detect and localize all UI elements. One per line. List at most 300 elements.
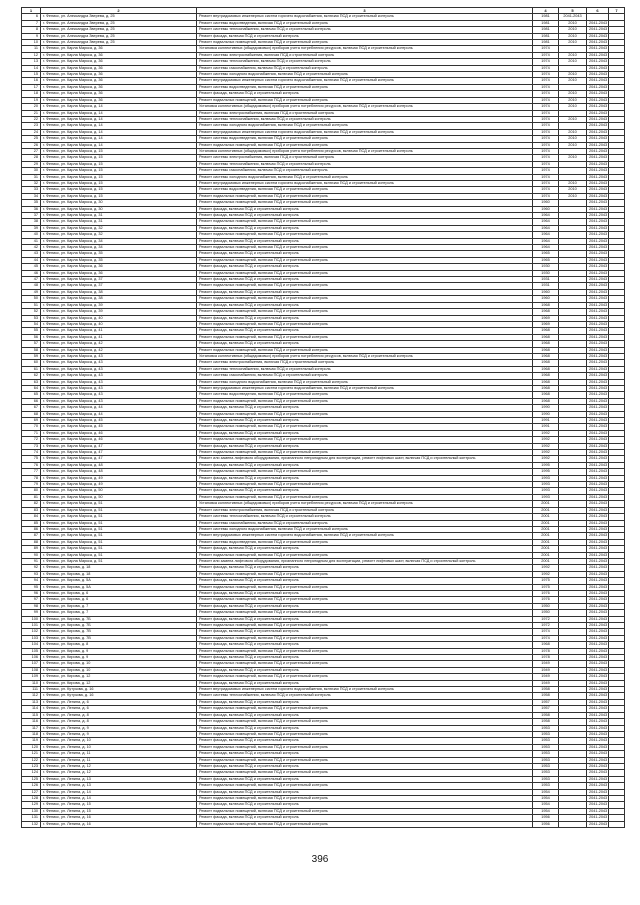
year-built-cell: 1968 bbox=[533, 302, 559, 308]
address-cell: г. Феникс, ул. Карла Маркса, д. 36 bbox=[41, 72, 197, 78]
address-cell: г. Феникс, ул. Карла Маркса, д. 15 bbox=[41, 168, 197, 174]
work-type-cell: Ремонт фасада, включая ПСД и строительный контроль bbox=[197, 225, 533, 231]
row-number-cell: 31 bbox=[22, 174, 41, 180]
year-built-cell: 1956 bbox=[533, 815, 559, 821]
period-cell: 2041-2043 bbox=[587, 65, 609, 71]
year-cell: 2010 bbox=[559, 180, 587, 186]
work-type-cell: Ремонт подвальных помещений, включая ПСД и строительный контроль bbox=[197, 597, 533, 603]
work-type-cell: Ремонт внутридомовых инженерных систем горячего водоснабжения, включая ПСД и строительный контроль bbox=[197, 78, 533, 84]
work-type-cell: Ремонт фасада, включая ПСД и строительный контроль bbox=[197, 302, 533, 308]
year-cell: 2010 bbox=[559, 33, 587, 39]
work-type-cell: Ремонт системы водоотведения, включая ПСД и строительный контроль bbox=[197, 187, 533, 193]
row-number-cell: 105 bbox=[22, 648, 41, 654]
row-number-cell: 12 bbox=[22, 52, 41, 58]
work-type-cell: Ремонт подвальных помещений, включая ПСД и строительный контроль bbox=[197, 321, 533, 327]
row-number-cell: 14 bbox=[22, 65, 41, 71]
work-type-cell: Ремонт фасада, включая ПСД и строительный контроль bbox=[197, 546, 533, 552]
work-type-cell: Ремонт подвальных помещений, включая ПСД и строительный контроль bbox=[197, 245, 533, 251]
address-cell: г. Феникс, ул. Ленина, д. 9 bbox=[41, 725, 197, 731]
table-body bbox=[22, 14, 625, 828]
work-type-cell: Ремонт подвальных помещений, включая ПСД и строительный контроль bbox=[197, 648, 533, 654]
row-number-cell: 100 bbox=[22, 616, 41, 622]
period-cell: 2041-2043 bbox=[587, 398, 609, 404]
year-built-cell: 1968 bbox=[533, 398, 559, 404]
year-built-cell: 1974 bbox=[533, 129, 559, 135]
row-number-cell: 51 bbox=[22, 302, 41, 308]
work-type-cell: Ремонт внутридомовых инженерных систем горячего водоснабжения, включая ПСД и строительный контроль bbox=[197, 385, 533, 391]
year-cell: 2010 bbox=[559, 136, 587, 142]
row-number-cell: 124 bbox=[22, 770, 41, 776]
work-type-cell: Установка коллективных (общедомовых) приборов учета потребления ресурсов, включая ПСД и строительный контроль bbox=[197, 46, 533, 52]
work-type-cell: Ремонт системы водоотведения, включая ПСД и строительный контроль bbox=[197, 539, 533, 545]
work-type-cell: Ремонт подвальных помещений, включая ПСД и строительный контроль bbox=[197, 219, 533, 225]
period-cell: 2041-2043 bbox=[587, 494, 609, 500]
work-type-cell: Ремонт фасада, включая ПСД и строительный контроль bbox=[197, 277, 533, 283]
period-cell: 2041-2043 bbox=[587, 603, 609, 609]
row-number-cell: 107 bbox=[22, 661, 41, 667]
year-built-cell: 1954 bbox=[533, 808, 559, 814]
work-type-cell: Ремонт подвальных помещений, включая ПСД и строительный контроль bbox=[197, 731, 533, 737]
work-type-cell: Ремонт системы теплоснабжения, включая ПСД и строительный контроль bbox=[197, 116, 533, 122]
address-cell: г. Феникс, ул. Карла Маркса, д. 46 bbox=[41, 430, 197, 436]
period-cell: 2041-2043 bbox=[587, 437, 609, 443]
year-cell: 2010 bbox=[559, 104, 587, 110]
row-number-cell: 11 bbox=[22, 46, 41, 52]
row-number-cell: 86 bbox=[22, 526, 41, 532]
year-built-cell: 1960 bbox=[533, 206, 559, 212]
work-type-cell: Ремонт фасада, включая ПСД и строительный контроль bbox=[197, 328, 533, 334]
work-type-cell: Ремонт фасада, включая ПСД и строительный контроль bbox=[197, 776, 533, 782]
row-number-cell: 103 bbox=[22, 635, 41, 641]
period-cell: 2041-2043 bbox=[587, 155, 609, 161]
address-cell: г. Феникс, ул. Карла Маркса, д. 50 bbox=[41, 494, 197, 500]
period-cell: 2041-2043 bbox=[587, 373, 609, 379]
row-number-cell: 87 bbox=[22, 533, 41, 539]
work-type-cell: Ремонт внутридомовых инженерных систем горячего водоснабжения, включая ПСД и строительный контроль bbox=[197, 129, 533, 135]
period-cell: 2041-2043 bbox=[587, 168, 609, 174]
row-number-cell: 79 bbox=[22, 482, 41, 488]
row-number-cell: 82 bbox=[22, 501, 41, 507]
period-cell: 2041-2043 bbox=[587, 33, 609, 39]
address-cell: г. Феникс, ул. Карла Маркса, д. 47 bbox=[41, 456, 197, 462]
year-built-cell: 1974 bbox=[533, 174, 559, 180]
year-cell: 2010 bbox=[559, 91, 587, 97]
year-built-cell: 1978 bbox=[533, 648, 559, 654]
year-built-cell: 1968 bbox=[533, 392, 559, 398]
address-cell: г. Феникс, ул. Кирова, д. 7В bbox=[41, 635, 197, 641]
address-cell: г. Феникс, ул. Карла Маркса, д. 40 bbox=[41, 315, 197, 321]
work-type-cell: Ремонт подвальных помещений, включая ПСД и строительный контроль bbox=[197, 347, 533, 353]
row-number-cell: 54 bbox=[22, 321, 41, 327]
address-cell: г. Феникс, ул. Ленина, д. 10 bbox=[41, 738, 197, 744]
work-type-cell: Ремонт подвальных помещений, включая ПСД и строительный контроль bbox=[197, 257, 533, 263]
year-built-cell: 1968 bbox=[533, 642, 559, 648]
work-type-cell: Ремонт системы теплоснабжения, включая ПСД и строительный контроль bbox=[197, 27, 533, 33]
row-number-cell: 72 bbox=[22, 437, 41, 443]
work-type-cell: Ремонт подвальных помещений, включая ПСД и строительный контроль bbox=[197, 552, 533, 558]
period-cell: 2041-2043 bbox=[587, 289, 609, 295]
year-built-cell: 1931 bbox=[533, 283, 559, 289]
year-built-cell: 1931 bbox=[533, 277, 559, 283]
row-number-cell: 38 bbox=[22, 219, 41, 225]
address-cell: г. Феникс, ул. Карла Маркса, д. 30 bbox=[41, 206, 197, 212]
year-built-cell: 1991 bbox=[533, 424, 559, 430]
address-cell: г. Феникс, ул. Карла Маркса, д. 15 bbox=[41, 187, 197, 193]
period-cell: 2041-2043 bbox=[587, 72, 609, 78]
year-built-cell: 2001 bbox=[533, 520, 559, 526]
work-type-cell: Установка коллективных (общедомовых) приборов учета потребления ресурсов, включая ПСД и строительный контроль bbox=[197, 104, 533, 110]
work-type-cell: Ремонт фасада, включая ПСД и строительный контроль bbox=[197, 629, 533, 635]
period-cell: 2041-2043 bbox=[587, 129, 609, 135]
work-type-cell: Ремонт фасада, включая ПСД и строительный контроль bbox=[197, 789, 533, 795]
row-number-cell: 65 bbox=[22, 392, 41, 398]
period-cell: 2041-2043 bbox=[587, 789, 609, 795]
address-cell: г. Феникс, ул. Ленина, д. 11 bbox=[41, 757, 197, 763]
row-number-cell: 73 bbox=[22, 443, 41, 449]
period-cell: 2041-2043 bbox=[587, 142, 609, 148]
row-number-cell: 71 bbox=[22, 430, 41, 436]
address-cell: г. Феникс, ул. Кирова, д. 6 bbox=[41, 597, 197, 603]
period-cell: 2041-2043 bbox=[587, 341, 609, 347]
year-built-cell: 1976 bbox=[533, 597, 559, 603]
address-cell: г. Феникс, ул. Карла Маркса, д. 47 bbox=[41, 443, 197, 449]
address-cell: г. Феникс, ул. Карла Маркса, д. 40 bbox=[41, 321, 197, 327]
period-cell: 2041-2043 bbox=[587, 623, 609, 629]
work-type-cell: Ремонт подвальных помещений, включая ПСД и строительный контроль bbox=[197, 757, 533, 763]
period-cell: 2041-2043 bbox=[587, 802, 609, 808]
period-cell: 2041-2043 bbox=[587, 219, 609, 225]
address-cell: г. Феникс, ул. Карла Маркса, д. 36 bbox=[41, 52, 197, 58]
year-built-cell: 1930 bbox=[533, 270, 559, 276]
address-cell: г. Феникс, ул. Карла Маркса, д. 41 bbox=[41, 334, 197, 340]
period-cell: 2041-2043 bbox=[587, 200, 609, 206]
address-cell: г. Феникс, ул. Карла Маркса, д. 51 bbox=[41, 526, 197, 532]
year-built-cell: 1953 bbox=[533, 744, 559, 750]
period-cell: 2041-2043 bbox=[587, 46, 609, 52]
period-cell: 2041-2043 bbox=[587, 719, 609, 725]
year-built-cell: 1964 bbox=[533, 232, 559, 238]
address-cell: г. Феникс, ул. Карла Маркса, д. 38 bbox=[41, 296, 197, 302]
year-built-cell: 1995 bbox=[533, 469, 559, 475]
year-built-cell: 1974 bbox=[533, 180, 559, 186]
column-header: 4 bbox=[533, 8, 559, 14]
year-built-cell: 1958 bbox=[533, 687, 559, 693]
address-cell: г. Феникс, ул. Карла Маркса, д. 36 bbox=[41, 270, 197, 276]
row-number-cell: 90 bbox=[22, 552, 41, 558]
row-number-cell: 80 bbox=[22, 488, 41, 494]
period-cell: 2041-2043 bbox=[587, 757, 609, 763]
year-built-cell: 2001 bbox=[533, 552, 559, 558]
period-cell: 2041-2043 bbox=[587, 526, 609, 532]
period-cell: 2041-2043 bbox=[587, 78, 609, 84]
row-number-cell: 98 bbox=[22, 603, 41, 609]
address-cell: г. Феникс, ул. Кирова, д. 6 bbox=[41, 590, 197, 596]
address-cell: г. Феникс, ул. Карла Маркса, д. 51 bbox=[41, 520, 197, 526]
year-built-cell: 1995 bbox=[533, 462, 559, 468]
period-cell: 2041-2043 bbox=[587, 27, 609, 33]
address-cell: г. Феникс, ул. Карла Маркса, д. 49 bbox=[41, 475, 197, 481]
address-cell: г. Феникс, ул. Карла Маркса, д. 38 bbox=[41, 289, 197, 295]
year-built-cell: 1954 bbox=[533, 802, 559, 808]
year-built-cell: 1968 bbox=[533, 353, 559, 359]
row-number-cell: 27 bbox=[22, 148, 41, 154]
address-cell: г. Феникс, ул. Карла Маркса, д. 14 bbox=[41, 123, 197, 129]
year-built-cell: 1957 bbox=[533, 699, 559, 705]
period-cell: 2041-2043 bbox=[587, 123, 609, 129]
period-cell: 2041-2043 bbox=[587, 674, 609, 680]
work-type-cell: Ремонт фасада, включая ПСД и строительный контроль bbox=[197, 655, 533, 661]
address-cell: г. Феникс, ул. Ленина, д. 16 bbox=[41, 821, 197, 827]
address-cell: г. Феникс, ул. Кирова, д. 8 bbox=[41, 642, 197, 648]
year-built-cell: 1957 bbox=[533, 706, 559, 712]
address-cell: г. Феникс, ул. Карла Маркса, д. 43 bbox=[41, 398, 197, 404]
work-type-cell: Ремонт фасада, включая ПСД и строительный контроль bbox=[197, 738, 533, 744]
work-type-cell: Ремонт фасада, включая ПСД и строительный контроль bbox=[197, 815, 533, 821]
work-type-cell: Ремонт системы теплоснабжения, включая ПСД и строительный контроль bbox=[197, 514, 533, 520]
row-number-cell: 53 bbox=[22, 315, 41, 321]
address-cell: г. Феникс, ул. Карла Маркса, д. 42 bbox=[41, 341, 197, 347]
row-number-cell: 6 bbox=[22, 14, 41, 20]
period-cell: 2041-2043 bbox=[587, 430, 609, 436]
row-number-cell: 32 bbox=[22, 180, 41, 186]
row-number-cell: 62 bbox=[22, 373, 41, 379]
row-number-cell: 19 bbox=[22, 97, 41, 103]
address-cell: г. Феникс, ул. Карла Маркса, д. 51 bbox=[41, 546, 197, 552]
address-cell: г. Феникс, ул. Карла Маркса, д. 51 bbox=[41, 514, 197, 520]
period-cell: 2041-2043 bbox=[587, 110, 609, 116]
work-type-cell: Ремонт подвальных помещений, включая ПСД и строительный контроль bbox=[197, 40, 533, 46]
work-type-cell: Ремонт подвальных помещений, включая ПСД и строительный контроль bbox=[197, 623, 533, 629]
row-number-cell: 50 bbox=[22, 296, 41, 302]
row-number-cell: 10 bbox=[22, 40, 41, 46]
work-type-cell: Ремонт системы холодного водоснабжения, включая ПСД и строительный контроль bbox=[197, 379, 533, 385]
row-number-cell: 70 bbox=[22, 424, 41, 430]
row-number-cell: 121 bbox=[22, 751, 41, 757]
address-cell: г. Феникс, ул. Ленина, д. 12 bbox=[41, 763, 197, 769]
year-built-cell: 2001 bbox=[533, 546, 559, 552]
address-cell: г. Феникс, ул. Карла Маркса, д. 14 bbox=[41, 136, 197, 142]
row-number-cell: 36 bbox=[22, 206, 41, 212]
row-number-cell: 20 bbox=[22, 104, 41, 110]
period-cell: 2041-2043 bbox=[587, 450, 609, 456]
period-cell: 2041-2043 bbox=[587, 571, 609, 577]
address-cell: г. Феникс, ул. Карла Маркса, д. 15 bbox=[41, 193, 197, 199]
row-number-cell: 28 bbox=[22, 155, 41, 161]
row-number-cell: 125 bbox=[22, 776, 41, 782]
column-header: 7 bbox=[609, 8, 625, 14]
period-cell: 2041-2043 bbox=[587, 680, 609, 686]
row-number-cell: 106 bbox=[22, 655, 41, 661]
period-cell: 2041-2043 bbox=[587, 353, 609, 359]
work-type-cell: Ремонт подвальных помещений, включая ПСД и строительный контроль bbox=[197, 584, 533, 590]
address-cell: г. Феникс, ул. Кутузова, д. 16 bbox=[41, 693, 197, 699]
period-cell: 2041-2043 bbox=[587, 238, 609, 244]
period-cell: 2041-2043 bbox=[587, 20, 609, 26]
row-number-cell: 17 bbox=[22, 84, 41, 90]
period-cell: 2041-2043 bbox=[587, 808, 609, 814]
period-cell: 2041-2043 bbox=[587, 116, 609, 122]
work-type-cell: Ремонт фасада, включая ПСД и строительный контроль bbox=[197, 475, 533, 481]
work-type-cell: Ремонт системы теплоснабжения, включая ПСД и строительный контроль bbox=[197, 366, 533, 372]
address-cell: г. Феникс, ул. Ленина, д. 12 bbox=[41, 770, 197, 776]
work-type-cell: Ремонт фасада, включая ПСД и строительный контроль bbox=[197, 802, 533, 808]
work-type-cell: Ремонт подвальных помещений, включая ПСД и строительный контроль bbox=[197, 808, 533, 814]
address-cell: г. Феникс, ул. Карла Маркса, д. 46 bbox=[41, 437, 197, 443]
period-cell: 2041-2043 bbox=[587, 97, 609, 103]
address-cell: г. Феникс, ул. Кирова, д. 12 bbox=[41, 680, 197, 686]
period-cell: 2041-2043 bbox=[587, 770, 609, 776]
period-cell: 2041-2043 bbox=[587, 264, 609, 270]
row-number-cell: 119 bbox=[22, 738, 41, 744]
address-cell: г. Феникс, ул. Кирова, д. 7В bbox=[41, 629, 197, 635]
year-built-cell: 1968 bbox=[533, 385, 559, 391]
address-cell: г. Феникс, ул. Кирова, д. 10 bbox=[41, 661, 197, 667]
table-row bbox=[22, 821, 625, 827]
address-cell: г. Феникс, ул. Карла Маркса, д. 34 bbox=[41, 245, 197, 251]
address-cell: г. Феникс, ул. Карла Маркса, д. 36 bbox=[41, 84, 197, 90]
address-cell: г. Феникс, ул. Карла Маркса, д. 39 bbox=[41, 302, 197, 308]
row-number-cell: 22 bbox=[22, 116, 41, 122]
period-cell: 2041-2043 bbox=[587, 213, 609, 219]
page-number: 396 bbox=[311, 854, 329, 865]
period-cell: 2041-2043 bbox=[587, 232, 609, 238]
address-cell: г. Феникс, ул. Карла Маркса, д. 51 bbox=[41, 552, 197, 558]
work-type-cell: Ремонт подвальных помещений, включая ПСД и строительный контроль bbox=[197, 770, 533, 776]
period-cell: 2041-2043 bbox=[587, 552, 609, 558]
period-cell: 2041-2043 bbox=[587, 655, 609, 661]
address-cell: г. Феникс, ул. Ленина, д. 10 bbox=[41, 744, 197, 750]
period-cell: 2041-2043 bbox=[587, 699, 609, 705]
address-cell: г. Феникс, ул. Кирова, д. 5А bbox=[41, 578, 197, 584]
work-type-cell: Ремонт подвальных помещений, включая ПСД и строительный контроль bbox=[197, 200, 533, 206]
address-cell: г. Феникс, ул. Кирова, д. 9 bbox=[41, 655, 197, 661]
row-number-cell: 97 bbox=[22, 597, 41, 603]
year-built-cell: 1953 bbox=[533, 776, 559, 782]
address-cell: г. Феникс, ул. Карла Маркса, д. 37 bbox=[41, 277, 197, 283]
address-cell: г. Феникс, ул. Карла Маркса, д. 51 bbox=[41, 533, 197, 539]
year-cell: 2010 bbox=[559, 72, 587, 78]
period-cell: 2041-2043 bbox=[587, 245, 609, 251]
period-cell: 2041-2043 bbox=[587, 385, 609, 391]
year-cell: 2010 bbox=[559, 40, 587, 46]
work-type-cell: Ремонт подвальных помещений, включая ПСД и строительный контроль bbox=[197, 674, 533, 680]
year-cell: 2041-2043 bbox=[559, 14, 587, 20]
address-cell: г. Феникс, ул. Кирова, д. 7Б bbox=[41, 623, 197, 629]
address-cell: г. Феникс, ул. Ленина, д. 16 bbox=[41, 815, 197, 821]
year-built-cell: 2001 bbox=[533, 533, 559, 539]
period-cell: 2041-2043 bbox=[587, 136, 609, 142]
period-cell: 2041-2043 bbox=[587, 283, 609, 289]
work-type-cell: Ремонт фасада, включая ПСД и строительный контроль bbox=[197, 578, 533, 584]
year-built-cell: 1974 bbox=[533, 629, 559, 635]
period-cell: 2041-2043 bbox=[587, 783, 609, 789]
address-cell: г. Феникс, ул. Карла Маркса, д. 49 bbox=[41, 482, 197, 488]
row-number-cell: 21 bbox=[22, 110, 41, 116]
year-built-cell: 1953 bbox=[533, 783, 559, 789]
address-cell: г. Феникс, ул. Ленина, д. 13 bbox=[41, 776, 197, 782]
address-cell: г. Феникс, ул. Карла Маркса, д. 36 bbox=[41, 97, 197, 103]
period-cell: 2041-2043 bbox=[587, 456, 609, 462]
year-built-cell: 1974 bbox=[533, 123, 559, 129]
year-built-cell: 1953 bbox=[533, 731, 559, 737]
work-type-cell: Ремонт фасада, включая ПСД и строительный контроль bbox=[197, 405, 533, 411]
work-type-cell: Ремонт подвальных помещений, включая ПСД и строительный контроль bbox=[197, 706, 533, 712]
row-number-cell: 81 bbox=[22, 494, 41, 500]
period-cell: 2041-2043 bbox=[587, 321, 609, 327]
row-number-cell: 94 bbox=[22, 578, 41, 584]
row-number-cell: 77 bbox=[22, 469, 41, 475]
period-cell: 2041-2043 bbox=[587, 225, 609, 231]
address-cell: г. Феникс, ул. Ленина, д. 15 bbox=[41, 808, 197, 814]
work-type-cell: Ремонт фасада, включая ПСД и строительный контроль bbox=[197, 430, 533, 436]
period-cell: 2041-2043 bbox=[587, 597, 609, 603]
address-cell: г. Феникс, ул. Карла Маркса, д. 41 bbox=[41, 328, 197, 334]
row-number-cell: 69 bbox=[22, 418, 41, 424]
row-number-cell: 117 bbox=[22, 725, 41, 731]
period-cell: 2041-2043 bbox=[587, 180, 609, 186]
row-number-cell: 74 bbox=[22, 450, 41, 456]
address-cell: г. Феникс, ул. Ленина, д. 8 bbox=[41, 719, 197, 725]
period-cell: 2041-2043 bbox=[587, 763, 609, 769]
row-number-cell: 16 bbox=[22, 78, 41, 84]
address-cell: г. Феникс, ул. Карла Маркса, д. 45 bbox=[41, 418, 197, 424]
work-type-cell: Ремонт подвальных помещений, включая ПСД и строительный контроль bbox=[197, 450, 533, 456]
row-number-cell: 88 bbox=[22, 539, 41, 545]
year-built-cell: 1949 bbox=[533, 667, 559, 673]
address-cell: г. Феникс, ул. Карла Маркса, д. 44 bbox=[41, 405, 197, 411]
work-type-cell: Ремонт системы электроснабжения, включая ПСД и строительный контроль bbox=[197, 507, 533, 513]
year-built-cell: 1953 bbox=[533, 751, 559, 757]
work-type-cell: Ремонт подвальных помещений, включая ПСД и строительный контроль bbox=[197, 469, 533, 475]
work-type-cell: Ремонт системы холодного водоснабжения, включая ПСД и строительный контроль bbox=[197, 123, 533, 129]
period-cell: 2041-2043 bbox=[587, 706, 609, 712]
address-cell: г. Феникс, ул. Карла Маркса, д. 43 bbox=[41, 366, 197, 372]
year-built-cell: 1956 bbox=[533, 821, 559, 827]
row-number-cell: 130 bbox=[22, 808, 41, 814]
work-type-cell: Ремонт фасада, включая ПСД и строительный контроль bbox=[197, 251, 533, 257]
address-cell: г. Феникс, ул. Ленина, д. 11 bbox=[41, 751, 197, 757]
year-built-cell: 1993 bbox=[533, 482, 559, 488]
period-cell: 2041-2043 bbox=[587, 661, 609, 667]
year-built-cell: 1990 bbox=[533, 411, 559, 417]
row-number-cell: 67 bbox=[22, 405, 41, 411]
work-type-cell: Ремонт системы теплоснабжения, включая ПСД и строительный контроль bbox=[197, 59, 533, 65]
year-built-cell: 1974 bbox=[533, 59, 559, 65]
period-cell: 2041-2043 bbox=[587, 578, 609, 584]
period-cell: 2041-2043 bbox=[587, 193, 609, 199]
row-number-cell: 85 bbox=[22, 520, 41, 526]
work-type-cell: Ремонт системы газоснабжения, включая ПСД и строительный контроль bbox=[197, 520, 533, 526]
work-type-cell: Ремонт фасада, включая ПСД и строительный контроль bbox=[197, 418, 533, 424]
row-number-cell: 118 bbox=[22, 731, 41, 737]
year-built-cell: 1974 bbox=[533, 72, 559, 78]
address-cell: г. Феникс, ул. Карла Маркса, д. 51 bbox=[41, 507, 197, 513]
year-built-cell: 1992 bbox=[533, 450, 559, 456]
work-type-cell: Ремонт фасада, включая ПСД и строительный контроль bbox=[197, 91, 533, 97]
row-number-cell: 49 bbox=[22, 289, 41, 295]
address-cell: г. Феникс, ул. Карла Маркса, д. 15 bbox=[41, 148, 197, 154]
work-type-cell: Ремонт фасада, включая ПСД и строительный контроль bbox=[197, 712, 533, 718]
work-type-cell: Ремонт подвальных помещений, включая ПСД и строительный контроль bbox=[197, 309, 533, 315]
period-cell: 2041-2043 bbox=[587, 424, 609, 430]
year-built-cell: 1975 bbox=[533, 584, 559, 590]
period-cell: 2041-2043 bbox=[587, 590, 609, 596]
work-type-cell: Ремонт или замена лифтового оборудования, признанного непригодным для эксплуатации, ремонт лифтовых шахт, включая ПСД и строительный контроль bbox=[197, 558, 533, 564]
work-type-cell: Ремонт подвальных помещений, включая ПСД и строительный контроль bbox=[197, 635, 533, 641]
year-cell bbox=[559, 821, 587, 827]
year-built-cell: 1965 bbox=[533, 251, 559, 257]
period-cell: 2041-2043 bbox=[587, 206, 609, 212]
